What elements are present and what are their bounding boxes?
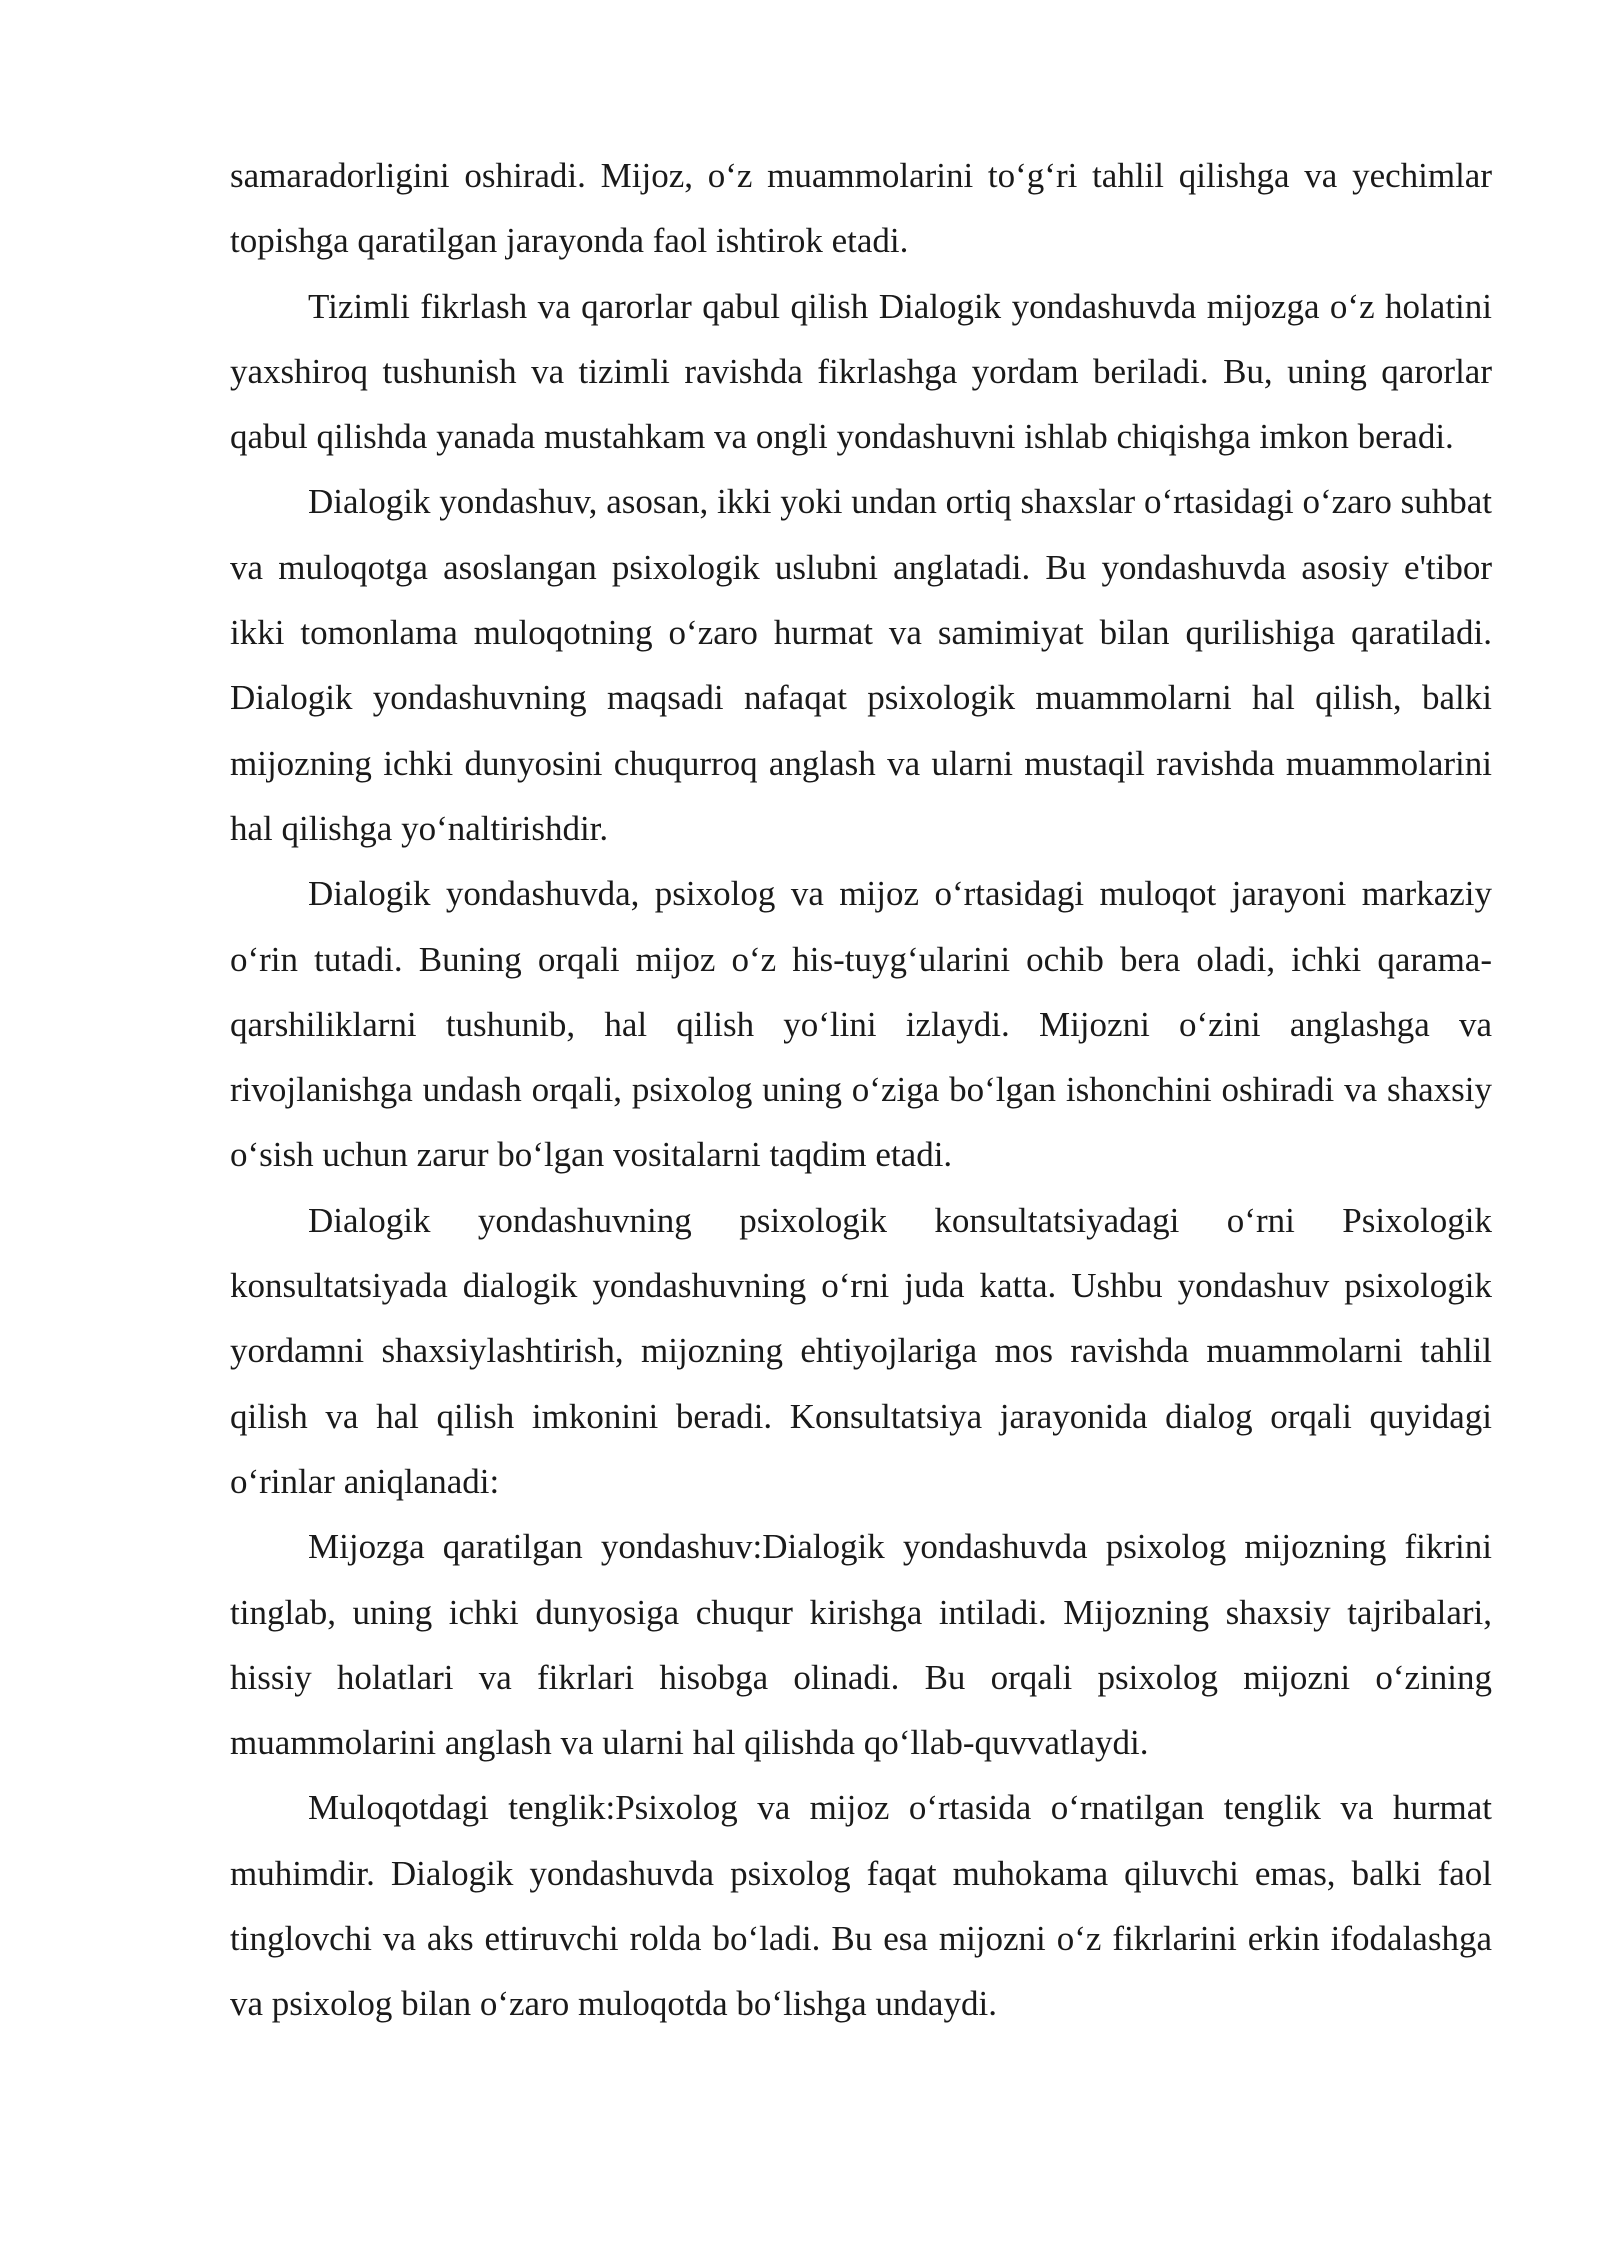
paragraph-dialogic-approach-definition: Dialogik yondashuv, asosan, ikki yoki undan ortiq shaxslar o‘rtasidagi o‘zaro suhbat va muloqotga asoslangan psixologik uslubni anglatadi. Bu yondashuvda asosiy e'tibor ikki tomonlama muloqotning o‘zaro hurmat va samimiyat bilan qurilishiga qaratiladi. Dialogik yondashuvning maqsadi nafaqat psixologik muammolarni hal qilish, balki mijozning ichki dunyosini chuqurroq anglash va ularni mustaqil ravishda muammolarini hal qilishga yo‘naltirishdir.: [230, 482, 1492, 848]
document-page: [230, 143, 1492, 2037]
paragraph-role-in-consultation: Dialogik yondashuvning psixologik konsultatsiyadagi o‘rni Psixologik konsultatsiyada dialogik yondashuvning o‘rni juda katta. Ushbu yondashuv psixologik yordamni shaxsiylashtirish, mijozning ehtiyojlariga mos ravishda muammolarni tahlil qilish va hal qilish imkonini beradi. Konsultatsiya jarayonida dialog orqali quyidagi o‘rinlar aniqlanadi:: [230, 1200, 1492, 1501]
paragraph-communication-process: Dialogik yondashuvda, psixolog va mijoz o‘rtasidagi muloqot jarayoni markaziy o‘rin tutadi. Buning orqali mijoz o‘z his-tuyg‘ularini ochib bera oladi, ichki qarama-qarshiliklarni tushunib, hal qilish yo‘lini izlaydi. Mijozni o‘zini anglashga va rivojlanishga undash orqali, psixolog uning o‘ziga bo‘lgan ishonchini oshiradi va shaxsiy o‘sish uchun zarur bo‘lgan vositalarni taqdim etadi.: [230, 874, 1492, 1175]
paragraph-systematic-thinking: Tizimli fikrlash va qarorlar qabul qilish Dialogik yondashuvda mijozga o‘z holatini yaxshiroq tushunish va tizimli ravishda fikrlashga yordam beriladi. Bu, uning qarorlar qabul qilishda yanada mustahkam va ongli yondashuvni ishlab chiqishga imkon beradi.: [230, 286, 1492, 457]
paragraph-client-centered: Mijozga qaratilgan yondashuv:Dialogik yondashuvda psixolog mijozning fikrini tinglab, uning ichki dunyosiga chuqur kirishga intiladi. Mijozning shaxsiy tajribalari, hissiy holatlari va fikrlari hisobga olinadi. Bu orqali psixolog mijozni o‘zining muammolarini anglash va ularni hal qilishda qo‘llab-quvvatlaydi.: [230, 1527, 1492, 1763]
paragraph-continuation: samaradorligini oshiradi. Mijoz, o‘z muammolarini to‘g‘ri tahlil qilishga va yechimlar topishga qaratilgan jarayonda faol ishtirok etadi.: [230, 156, 1492, 261]
paragraph-equality-in-communication: Muloqotdagi tenglik:Psixolog va mijoz o‘rtasida o‘rnatilgan tenglik va hurmat muhimdir. Dialogik yondashuvda psixolog faqat muhokama qiluvchi emas, balki faol tinglovchi va aks ettiruvchi rolda bo‘ladi. Bu esa mijozni o‘z fikrlarini erkin ifodalashga va psixolog bilan o‘zaro muloqotda bo‘lishga undaydi.: [230, 1788, 1492, 2024]
